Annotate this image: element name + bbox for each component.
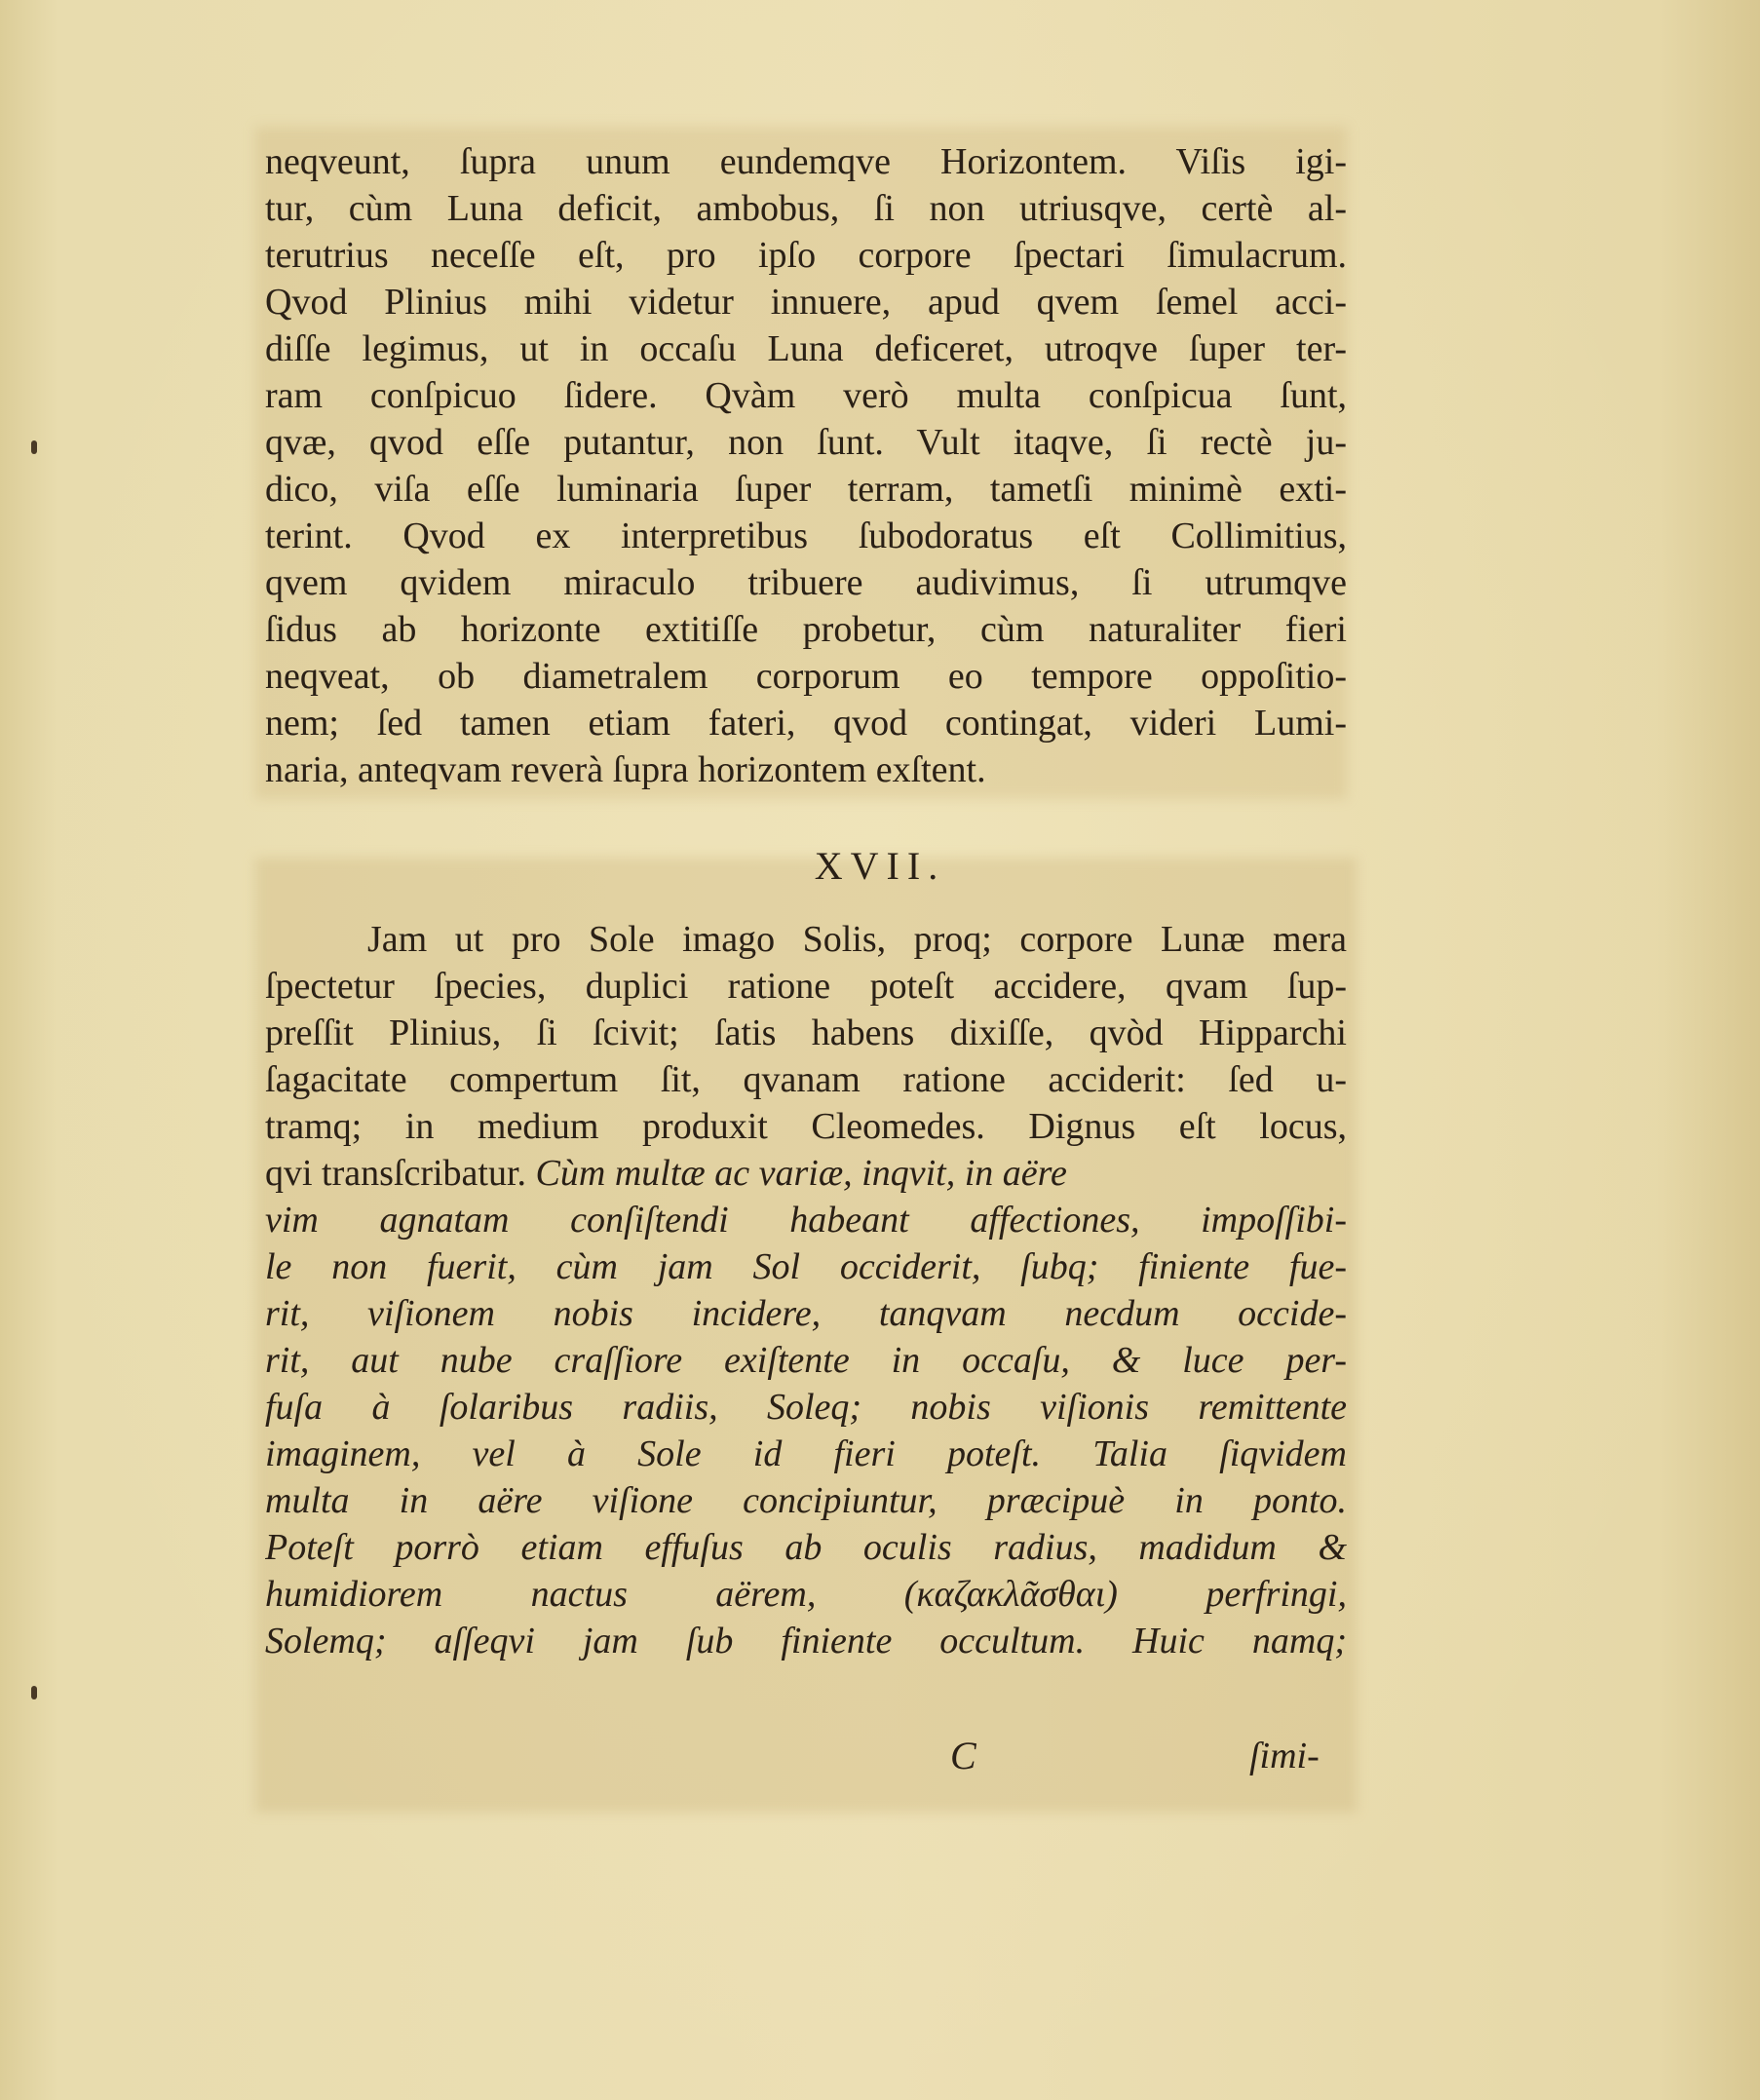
text-line: naria, anteqvam reverà ſupra horizontem exſtent. [265,749,986,790]
quotation-line: multa in aëre viſione concipiuntur, præcipuè in ponto. [265,1480,1347,1521]
mixed-text-line [265,1150,1347,1197]
quotation-line: fuſa à ſolaribus radiis, Soleq; nobis viſionis remittente [265,1387,1347,1428]
quotation-line: rit, viſionem nobis incidere, tanqvam necdum occide- [265,1293,1347,1334]
text-line: tur, cùm Luna deficit, ambobus, ſi non utriusqve, certè al- [265,188,1347,229]
text-line: neqveunt, ſupra unum eundemqve Horizontem. Viſis igi- [265,141,1347,182]
text-line: neqveat, ob diametralem corporum eo tempore oppoſitio- [265,656,1347,697]
text-line: ſpectetur ſpecies, duplici ratione poteſt accidere, qvam ſup- [265,966,1347,1007]
text-line: ſagacitate compertum ſit, qvanam ratione acciderit: ſed u- [265,1059,1347,1100]
text-line: ſidus ab horizonte extitiſſe probetur, cùm naturaliter fieri [265,609,1347,650]
signature-mark: C [950,1734,976,1777]
text-line: qvæ, qvod eſſe putantur, non ſunt. Vult itaqve, ſi rectè ju- [265,422,1347,463]
italic-segment: Cùm multæ ac variæ, inqvit, in aëre [535,1153,1067,1194]
quotation-line: Poteſt porrò etiam effuſus ab oculis radius, madidum & [265,1527,1347,1568]
binding-hole-mark [31,440,37,454]
section-heading: XVII. [814,844,946,888]
quotation-line: humidiorem nactus aërem, (καζακλᾶσθαι) perfringi, [265,1574,1347,1615]
text-line: qvem qvidem miraculo tribuere audivimus, ſi utrumqve [265,562,1347,603]
roman-segment: qvi transſcribatur. [265,1153,536,1194]
text-line: tramq; in medium produxit Cleomedes. Dignus eſt locus, [265,1106,1347,1147]
lower-paragraph [265,916,1347,1664]
text-line: Qvod Plinius mihi videtur innuere, apud qvem ſemel acci- [265,282,1347,323]
catchword: ſimi- [1249,1736,1320,1776]
text-line: dico, viſa eſſe luminaria ſuper terram, tametſi minimè exti- [265,469,1347,510]
text-line: terint. Qvod ex interpretibus ſubodoratus eſt Collimitius, [265,515,1347,556]
text-line: preſſit Plinius, ſi ſcivit; ſatis habens dixiſſe, qvòd Hipparchi [265,1012,1347,1053]
upper-paragraph [265,138,1347,793]
quotation-line: rit, aut nube craſſiore exiſtente in occaſu, & luce per- [265,1340,1347,1381]
quotation-line: le non fuerit, cùm jam Sol occiderit, ſubq; finiente fue- [265,1246,1347,1287]
text-line: ram conſpicuo ſidere. Qvàm verò multa conſpicua ſunt, [265,375,1347,416]
text-line: terutrius neceſſe eſt, pro ipſo corpore ſpectari ſimulacrum. [265,235,1347,276]
quotation-line: imaginem, vel à Sole id fieri poteſt. Talia ſiqvidem [265,1433,1347,1474]
text-line: diſſe legimus, ut in occaſu Luna deficeret, utroqve ſuper ter- [265,328,1347,369]
quotation-line: Solemq; aſſeqvi jam ſub finiente occultum. Huic namq; [265,1621,1347,1661]
text-line: nem; ſed tamen etiam fateri, qvod contingat, videri Lumi- [265,703,1347,744]
text-line: Jam ut pro Sole imago Solis, proq; corpore Lunæ mera [367,919,1347,960]
quotation-line: vim agnatam conſiſtendi habeant affectiones, impoſſibi- [265,1200,1347,1241]
binding-hole-mark [31,1686,37,1699]
